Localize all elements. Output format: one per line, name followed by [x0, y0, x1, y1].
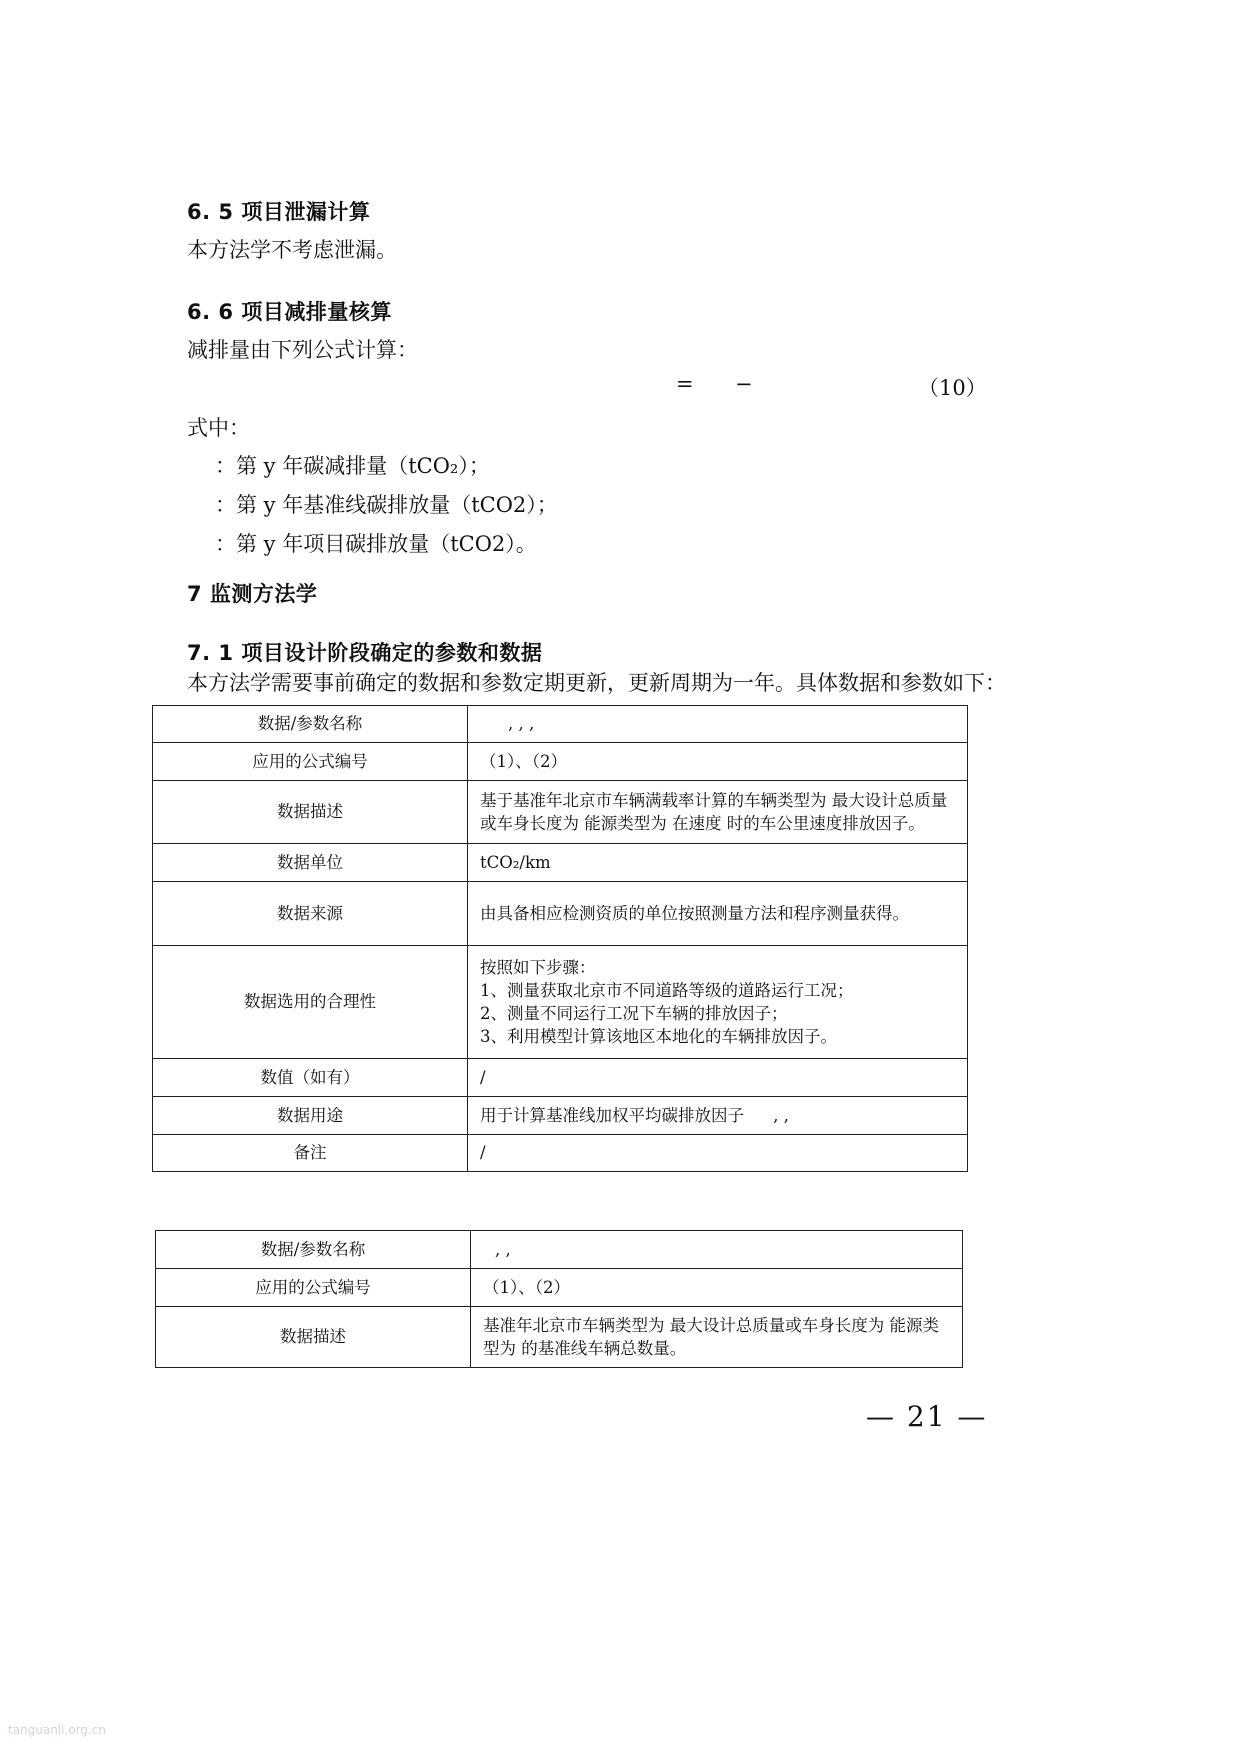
table-value-cell: 由具备相应检测资质的单位按照测量方法和程序测量获得。 — [468, 882, 968, 946]
table-label-cell: 数据/参数名称 — [153, 706, 468, 743]
table-row — [153, 706, 968, 743]
table-label-cell: 数据用途 — [153, 1097, 468, 1135]
table-row — [156, 1307, 963, 1368]
table-label-cell: 数据来源 — [153, 882, 468, 946]
table-value-cell: / — [468, 1059, 968, 1097]
table-value-cell: （1）、（2） — [471, 1269, 963, 1307]
step-line: 2、测量不同运行工况下车辆的排放因子； — [480, 1004, 788, 1023]
table-row — [153, 743, 968, 781]
table-value-cell — [468, 1097, 968, 1135]
table-row — [153, 1135, 968, 1172]
table-label-cell: 数据描述 — [156, 1307, 471, 1368]
formula-number: （10） — [918, 376, 987, 400]
table-value-cell: tCO₂/km — [468, 844, 968, 882]
section-6-5-heading: 6. 5 项目泄漏计算 — [187, 200, 371, 224]
table-value-cell: （1）、（2） — [468, 743, 968, 781]
table-row — [156, 1231, 963, 1269]
definition-baseline: ：第 y 年基准线碳排放量（tCO2）； — [215, 493, 558, 517]
table-label-cell: 备注 — [153, 1135, 468, 1172]
table-row — [153, 781, 968, 844]
definition-project: ：第 y 年项目碳排放量（tCO2）。 — [215, 532, 537, 556]
table-label-cell: 数据描述 — [153, 781, 468, 844]
section-6-5-text: 本方法学不考虑泄漏。 — [187, 238, 397, 262]
section-7-heading: 7 监测方法学 — [187, 582, 318, 606]
table-row — [153, 882, 968, 946]
section-6-6-intro: 减排量由下列公式计算： — [187, 338, 418, 362]
watermark: tanguanli.org.cn — [8, 1723, 107, 1737]
section-6-6-heading: 6. 6 项目减排量核算 — [187, 300, 392, 324]
table-value-cell: 基于基准年北京市车辆满载率计算的车辆类型为 最大设计总质量或车身长度为 能源类型为 在速度 时的车公里速度排放因子。 — [468, 781, 968, 844]
table-label-cell: 数据/参数名称 — [156, 1231, 471, 1269]
table-value-cell — [468, 946, 968, 1059]
usage-text: 用于计算基准线加权平均碳排放因子 — [480, 1105, 744, 1125]
table-label-cell: 数值（如有） — [153, 1059, 468, 1097]
table-value-cell: , , , — [468, 706, 968, 743]
table-label-cell: 数据选用的合理性 — [153, 946, 468, 1059]
table-row — [153, 1059, 968, 1097]
table-value-cell: / — [468, 1135, 968, 1172]
table-value-cell: , , — [471, 1231, 963, 1269]
table-row — [153, 844, 968, 882]
page-number: — 21 — — [866, 1400, 988, 1433]
table-label-cell: 数据单位 — [153, 844, 468, 882]
formula-where: 式中： — [187, 416, 250, 440]
formula-equals: = — [676, 372, 694, 396]
table-value-cell: 基准年北京市车辆类型为 最大设计总质量或车身长度为 能源类型为 的基准线车辆总数量。 — [471, 1307, 963, 1368]
table-row — [153, 1097, 968, 1135]
definition-reduction: ：第 y 年碳减排量（tCO₂）； — [215, 454, 490, 478]
table-label-cell: 应用的公式编号 — [156, 1269, 471, 1307]
formula-minus: − — [735, 372, 753, 396]
table-row — [153, 946, 968, 1059]
section-7-1-intro: 本方法学需要事前确定的数据和参数定期更新，更新周期为一年。具体数据和参数如下： — [187, 671, 1006, 695]
table-label-cell: 应用的公式编号 — [153, 743, 468, 781]
usage-suffix: , , — [773, 1105, 789, 1125]
section-7-1-heading: 7. 1 项目设计阶段确定的参数和数据 — [187, 641, 543, 665]
parameter-table-2 — [155, 1230, 963, 1368]
table-row — [156, 1269, 963, 1307]
step-line: 按照如下步骤： — [480, 957, 596, 977]
step-line: 1、测量获取北京市不同道路等级的道路运行工况； — [480, 980, 854, 1000]
step-line: 3、利用模型计算该地区本地化的车辆排放因子。 — [480, 1027, 837, 1047]
parameter-table-1 — [152, 705, 968, 1172]
